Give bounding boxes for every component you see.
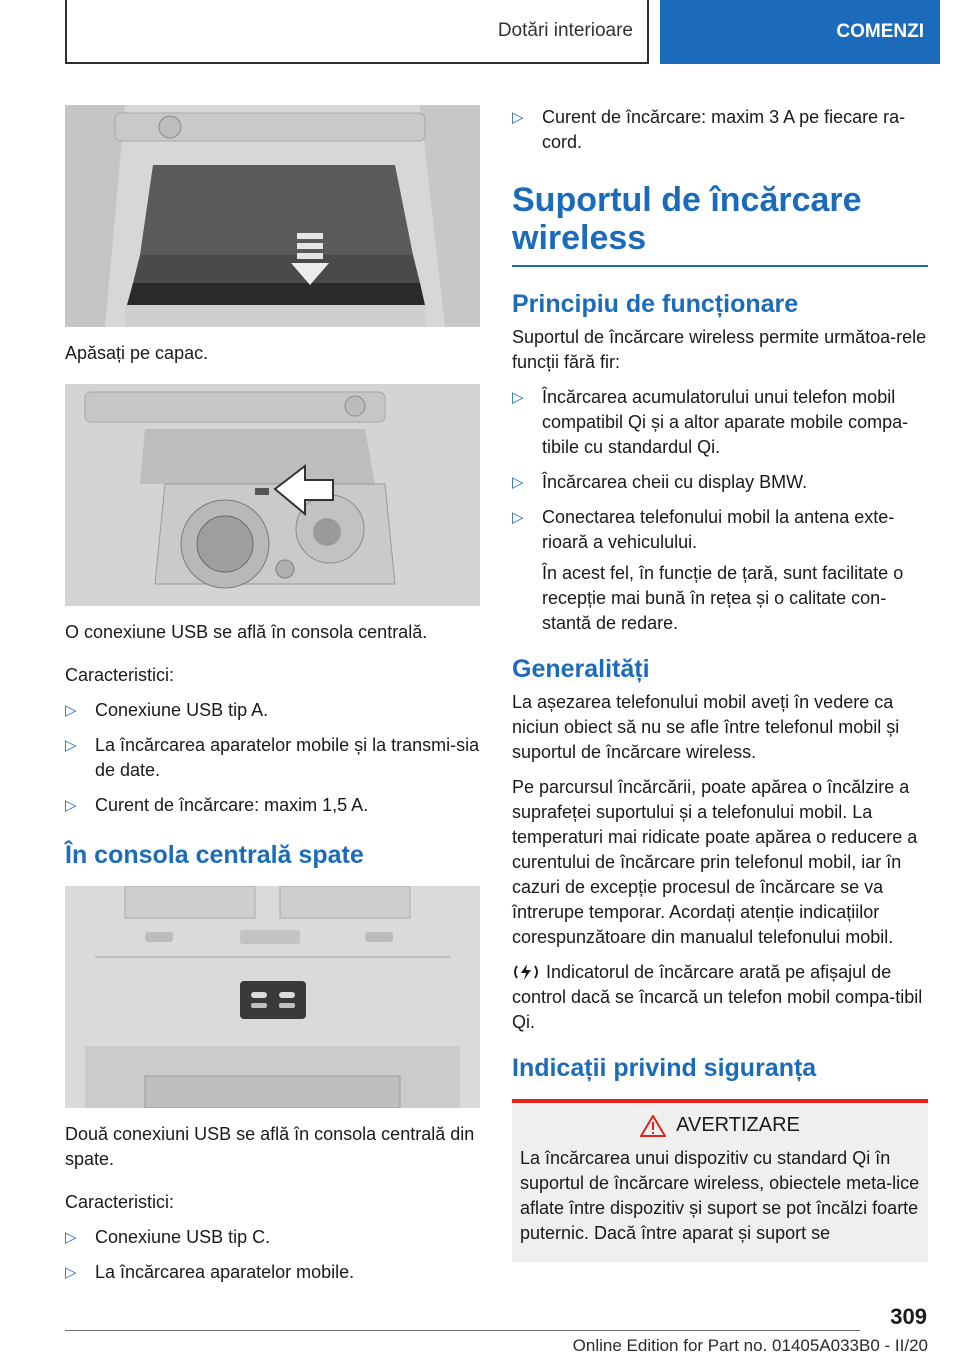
left-column bbox=[65, 105, 480, 1295]
list-item: ▷ La încărcarea aparatelor mobile. bbox=[65, 1260, 480, 1285]
features-list bbox=[65, 698, 480, 818]
rear-usb-illustration bbox=[65, 886, 480, 1108]
general-paragraph-3 bbox=[512, 960, 928, 1035]
warning-text: La încărcarea unui dispozitiv cu standard Qi în suportul de încărcare wireless, obiectele meta-lice aflate între dispozitiv și suport se pot încălzi foarte puternic. Dacă între aparat și suport se bbox=[520, 1148, 920, 1243]
list-item: ▷ La încărcarea aparatelor mobile și la transmi-sia de date. bbox=[65, 735, 480, 780]
list-item: ▷ Curent de încărcare: maxim 3 A pe fiecare ra-cord. bbox=[512, 107, 906, 152]
rear-console-heading: În consola centrală spate bbox=[65, 841, 364, 869]
principle-list bbox=[512, 385, 928, 555]
photo-usb-console bbox=[65, 384, 480, 606]
general-paragraph-1: La așezarea telefonului mobil aveți în vedere ca niciun obiect să nu se afle între telefonul mobil și suportul de încărcare wireless. bbox=[512, 692, 900, 762]
warning-box bbox=[512, 1099, 928, 1262]
triangle-bullet-icon: ▷ bbox=[65, 702, 77, 719]
triangle-bullet-icon: ▷ bbox=[512, 474, 524, 491]
charging-indicator-text: Indicatorul de încărcare arată pe afișajul de control dacă se încarcă un telefon mobil compa-tibil Qi. bbox=[512, 962, 923, 1032]
safety-heading: Indicații privind siguranța bbox=[512, 1054, 817, 1082]
triangle-bullet-icon: ▷ bbox=[512, 109, 524, 126]
wireless-charging-icon bbox=[512, 963, 540, 981]
triangle-bullet-icon: ▷ bbox=[65, 1264, 77, 1281]
list-item: ▷ Conexiune USB tip A. bbox=[65, 698, 480, 723]
warning-header bbox=[520, 1113, 920, 1138]
principle-heading: Principiu de funcționare bbox=[512, 290, 799, 318]
section-title: Dotări interioare bbox=[497, 20, 633, 41]
wireless-charging-heading: Suportul de încărcare wireless bbox=[512, 181, 928, 267]
caption-usb-location: O conexiune USB se află în consola centrală. bbox=[65, 622, 428, 642]
triangle-bullet-icon: ▷ bbox=[512, 509, 524, 526]
right-column bbox=[512, 105, 928, 1262]
chapter-tab bbox=[660, 0, 940, 64]
footer-divider bbox=[65, 1330, 860, 1331]
footer-edition: Online Edition for Part no. 01405A033B0 - II/20 bbox=[572, 1336, 928, 1355]
usb-console-illustration bbox=[65, 384, 480, 606]
features-label: Caracteristici: bbox=[65, 665, 175, 685]
caption-press-lid: Apăsați pe capac. bbox=[65, 343, 209, 363]
warning-triangle-icon bbox=[640, 1115, 666, 1137]
list-item: ▷ Conectarea telefonului mobil la antena exte-rioară a vehiculului. bbox=[512, 507, 895, 552]
console-lid-illustration bbox=[65, 105, 480, 327]
triangle-bullet-icon: ▷ bbox=[65, 797, 77, 814]
list-item: ▷ Încărcarea cheii cu display BMW. bbox=[512, 470, 928, 495]
top-continued-list bbox=[512, 105, 928, 155]
warning-title: AVERTIZARE bbox=[676, 1114, 800, 1136]
principle-text: Suportul de încărcare wireless permite următoa-rele funcții fără fir: bbox=[512, 327, 927, 372]
general-heading: Generalități bbox=[512, 655, 650, 683]
triangle-bullet-icon: ▷ bbox=[65, 1229, 77, 1246]
list-item: ▷ Încărcarea acumulatorului unui telefon mobil compatibil Qi și a altor aparate mobile compa-tibile cu standardul Qi. bbox=[512, 387, 909, 457]
chapter-title: COMENZI bbox=[836, 21, 924, 42]
caption-rear-usb: Două conexiuni USB se află în consola centrală din spate. bbox=[65, 1124, 475, 1169]
list-item: ▷ Conexiune USB tip C. bbox=[65, 1225, 480, 1250]
page-number: 309 bbox=[890, 1304, 927, 1329]
list-item: ▷ Curent de încărcare: maxim 1,5 A. bbox=[65, 793, 480, 818]
triangle-bullet-icon: ▷ bbox=[512, 389, 524, 406]
principle-note: În acest fel, în funcție de țară, sunt facilitate o recepție mai bună în rețea și o calitate con-stantă de redare. bbox=[542, 563, 904, 633]
photo-console-lid bbox=[65, 105, 480, 327]
general-paragraph-2: Pe parcursul încărcării, poate apărea o încălzire a suprafeței suportului și a telefonului mobil. La temperaturi mai ridicate poate apărea o reducere a curentului de încărcare prin telefonul mobil, iar în cazuri de excepție procesul de încărcare se va întrerupe temporar. Acordați atenție indicațiilor corespunzătoare din manualul telefonului mobil. bbox=[512, 777, 918, 947]
section-tab bbox=[65, 0, 649, 64]
features2-label: Caracteristici: bbox=[65, 1192, 175, 1212]
photo-rear-usb bbox=[65, 886, 480, 1108]
features2-list bbox=[65, 1225, 480, 1285]
triangle-bullet-icon: ▷ bbox=[65, 737, 77, 754]
